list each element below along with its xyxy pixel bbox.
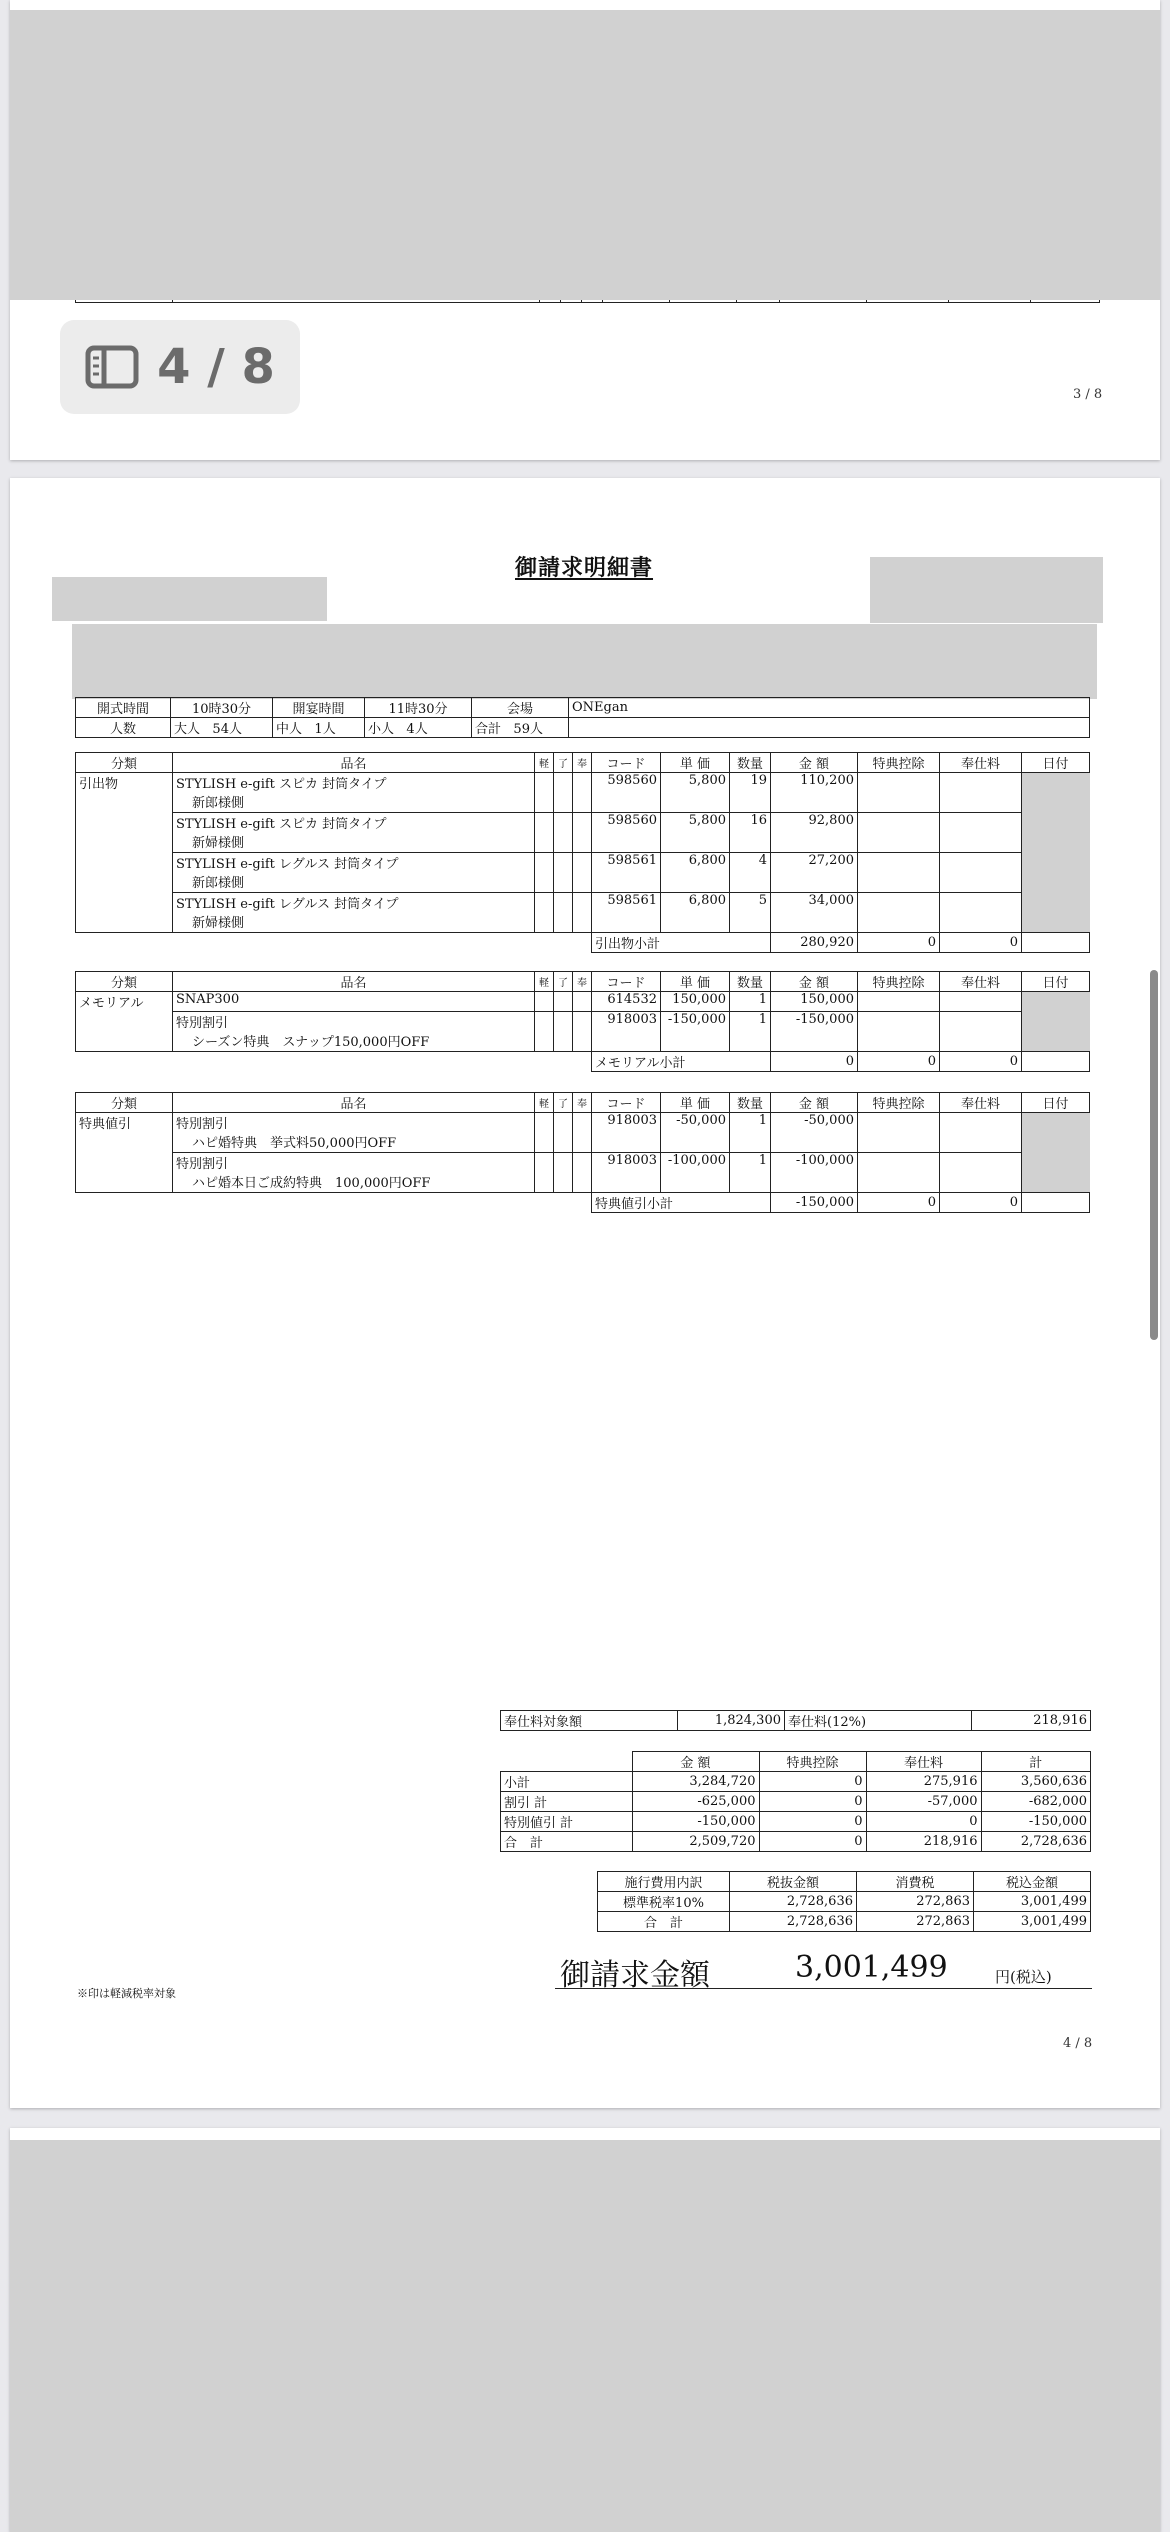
table-header: 金 額 特典控除 奉仕料 計 bbox=[501, 1752, 1091, 1772]
grand-total-value: 3,001,499 bbox=[795, 1950, 948, 1985]
service-base-table: 奉仕料対象額 1,824,300 奉仕料(12%) 218,916 bbox=[500, 1710, 1091, 1731]
table-row: 引出物 STYLISH e-gift スピカ 封筒タイプ 新郎様側 598560 5,800 19 110,200 bbox=[76, 773, 1090, 813]
table-header: 分類 品名 軽 了 奉 コード 単 価 数量 金 額 特典控除 奉仕料 日付 bbox=[76, 753, 1090, 773]
table-row: メモリアル SNAP300 614532 150,000 1 150,000 bbox=[76, 992, 1090, 1012]
subtotal-row: メモリアル小計 0 0 0 bbox=[76, 1052, 1090, 1072]
redacted-date bbox=[1022, 992, 1090, 1052]
summary-table bbox=[500, 1751, 1091, 1852]
redacted-block bbox=[72, 624, 1097, 699]
sidebar-icon bbox=[85, 345, 139, 389]
table-row: 小計 3,284,720 0 275,916 3,560,636 bbox=[501, 1772, 1091, 1792]
footnote: ※印は軽減税率対象 bbox=[77, 1987, 176, 2000]
table-row: 合 計 2,509,720 0 218,916 2,728,636 bbox=[501, 1832, 1091, 1852]
redacted-block bbox=[52, 577, 327, 621]
table-row: 特別割引 ハピ婚本日ご成約特典 100,000円OFF 918003 -100,000 1 -100,000 bbox=[76, 1153, 1090, 1193]
grand-total bbox=[555, 1948, 1092, 1993]
gift-table bbox=[75, 752, 1090, 953]
scrollbar[interactable] bbox=[1150, 970, 1158, 1340]
table-header: 分類 品名 軽 了 奉 コード 単 価 数量 金 額 特典控除 奉仕料 日付 bbox=[76, 1093, 1090, 1113]
table-row: STYLISH e-gift レグルス 封筒タイプ 新郎様側 598561 6,800 4 27,200 bbox=[76, 853, 1090, 893]
pdf-page-5 bbox=[10, 2128, 1160, 2532]
tax-table bbox=[597, 1871, 1091, 1932]
table-row: STYLISH e-gift レグルス 封筒タイプ 新婦様側 598561 6,800 5 34,000 bbox=[76, 893, 1090, 933]
redacted-date bbox=[1022, 1113, 1090, 1193]
subtotal-row: 引出物小計 280,920 0 0 bbox=[76, 933, 1090, 953]
info-table: 開式時間 10時30分 開宴時間 11時30分 会場 ONEgan 人数 大人 54人 中人 1人 小人 4人 合計 59人 bbox=[75, 697, 1090, 738]
table-header: 施行費用内訳 税抜金額 消費税 税込金額 bbox=[598, 1872, 1091, 1892]
memorial-table bbox=[75, 971, 1090, 1072]
table-row: 特典値引 特別割引 ハピ婚特典 挙式料50,000円OFF 918003 -50,000 1 -50,000 bbox=[76, 1113, 1090, 1153]
page-number: 4 / 8 bbox=[1063, 2036, 1093, 2051]
page-indicator[interactable] bbox=[60, 320, 300, 414]
table-row: 標準税率10% 2,728,636 272,863 3,001,499 bbox=[598, 1892, 1091, 1912]
redacted-date bbox=[1022, 773, 1090, 933]
subtotal-row: 特典値引小計 -150,000 0 0 bbox=[76, 1193, 1090, 1213]
table-row: 特別値引 計 -150,000 0 0 -150,000 bbox=[501, 1812, 1091, 1832]
grand-total-unit: 円(税込) bbox=[995, 1968, 1052, 1986]
page-indicator-text: 4 / 8 bbox=[157, 339, 275, 395]
table-row: STYLISH e-gift スピカ 封筒タイプ 新婦様側 598560 5,800 16 92,800 bbox=[76, 813, 1090, 853]
table-header: 分類 品名 軽 了 奉 コード 単 価 数量 金 額 特典控除 奉仕料 日付 bbox=[76, 972, 1090, 992]
grand-total-label: 御請求金額 bbox=[560, 1958, 710, 1993]
table-row: 特別割引 シーズン特典 スナップ150,000円OFF 918003 -150,000 1 -150,000 bbox=[76, 1012, 1090, 1052]
document-title: 御請求明細書 bbox=[515, 555, 654, 581]
redacted-area bbox=[10, 2140, 1160, 2532]
redacted-area bbox=[10, 10, 1160, 300]
table-row: 割引 計 -625,000 0 -57,000 -682,000 bbox=[501, 1792, 1091, 1812]
table-row: 合 計 2,728,636 272,863 3,001,499 bbox=[598, 1912, 1091, 1932]
discount-table bbox=[75, 1092, 1090, 1213]
page-number: 3 / 8 bbox=[1073, 387, 1103, 402]
redacted-block bbox=[870, 557, 1103, 623]
